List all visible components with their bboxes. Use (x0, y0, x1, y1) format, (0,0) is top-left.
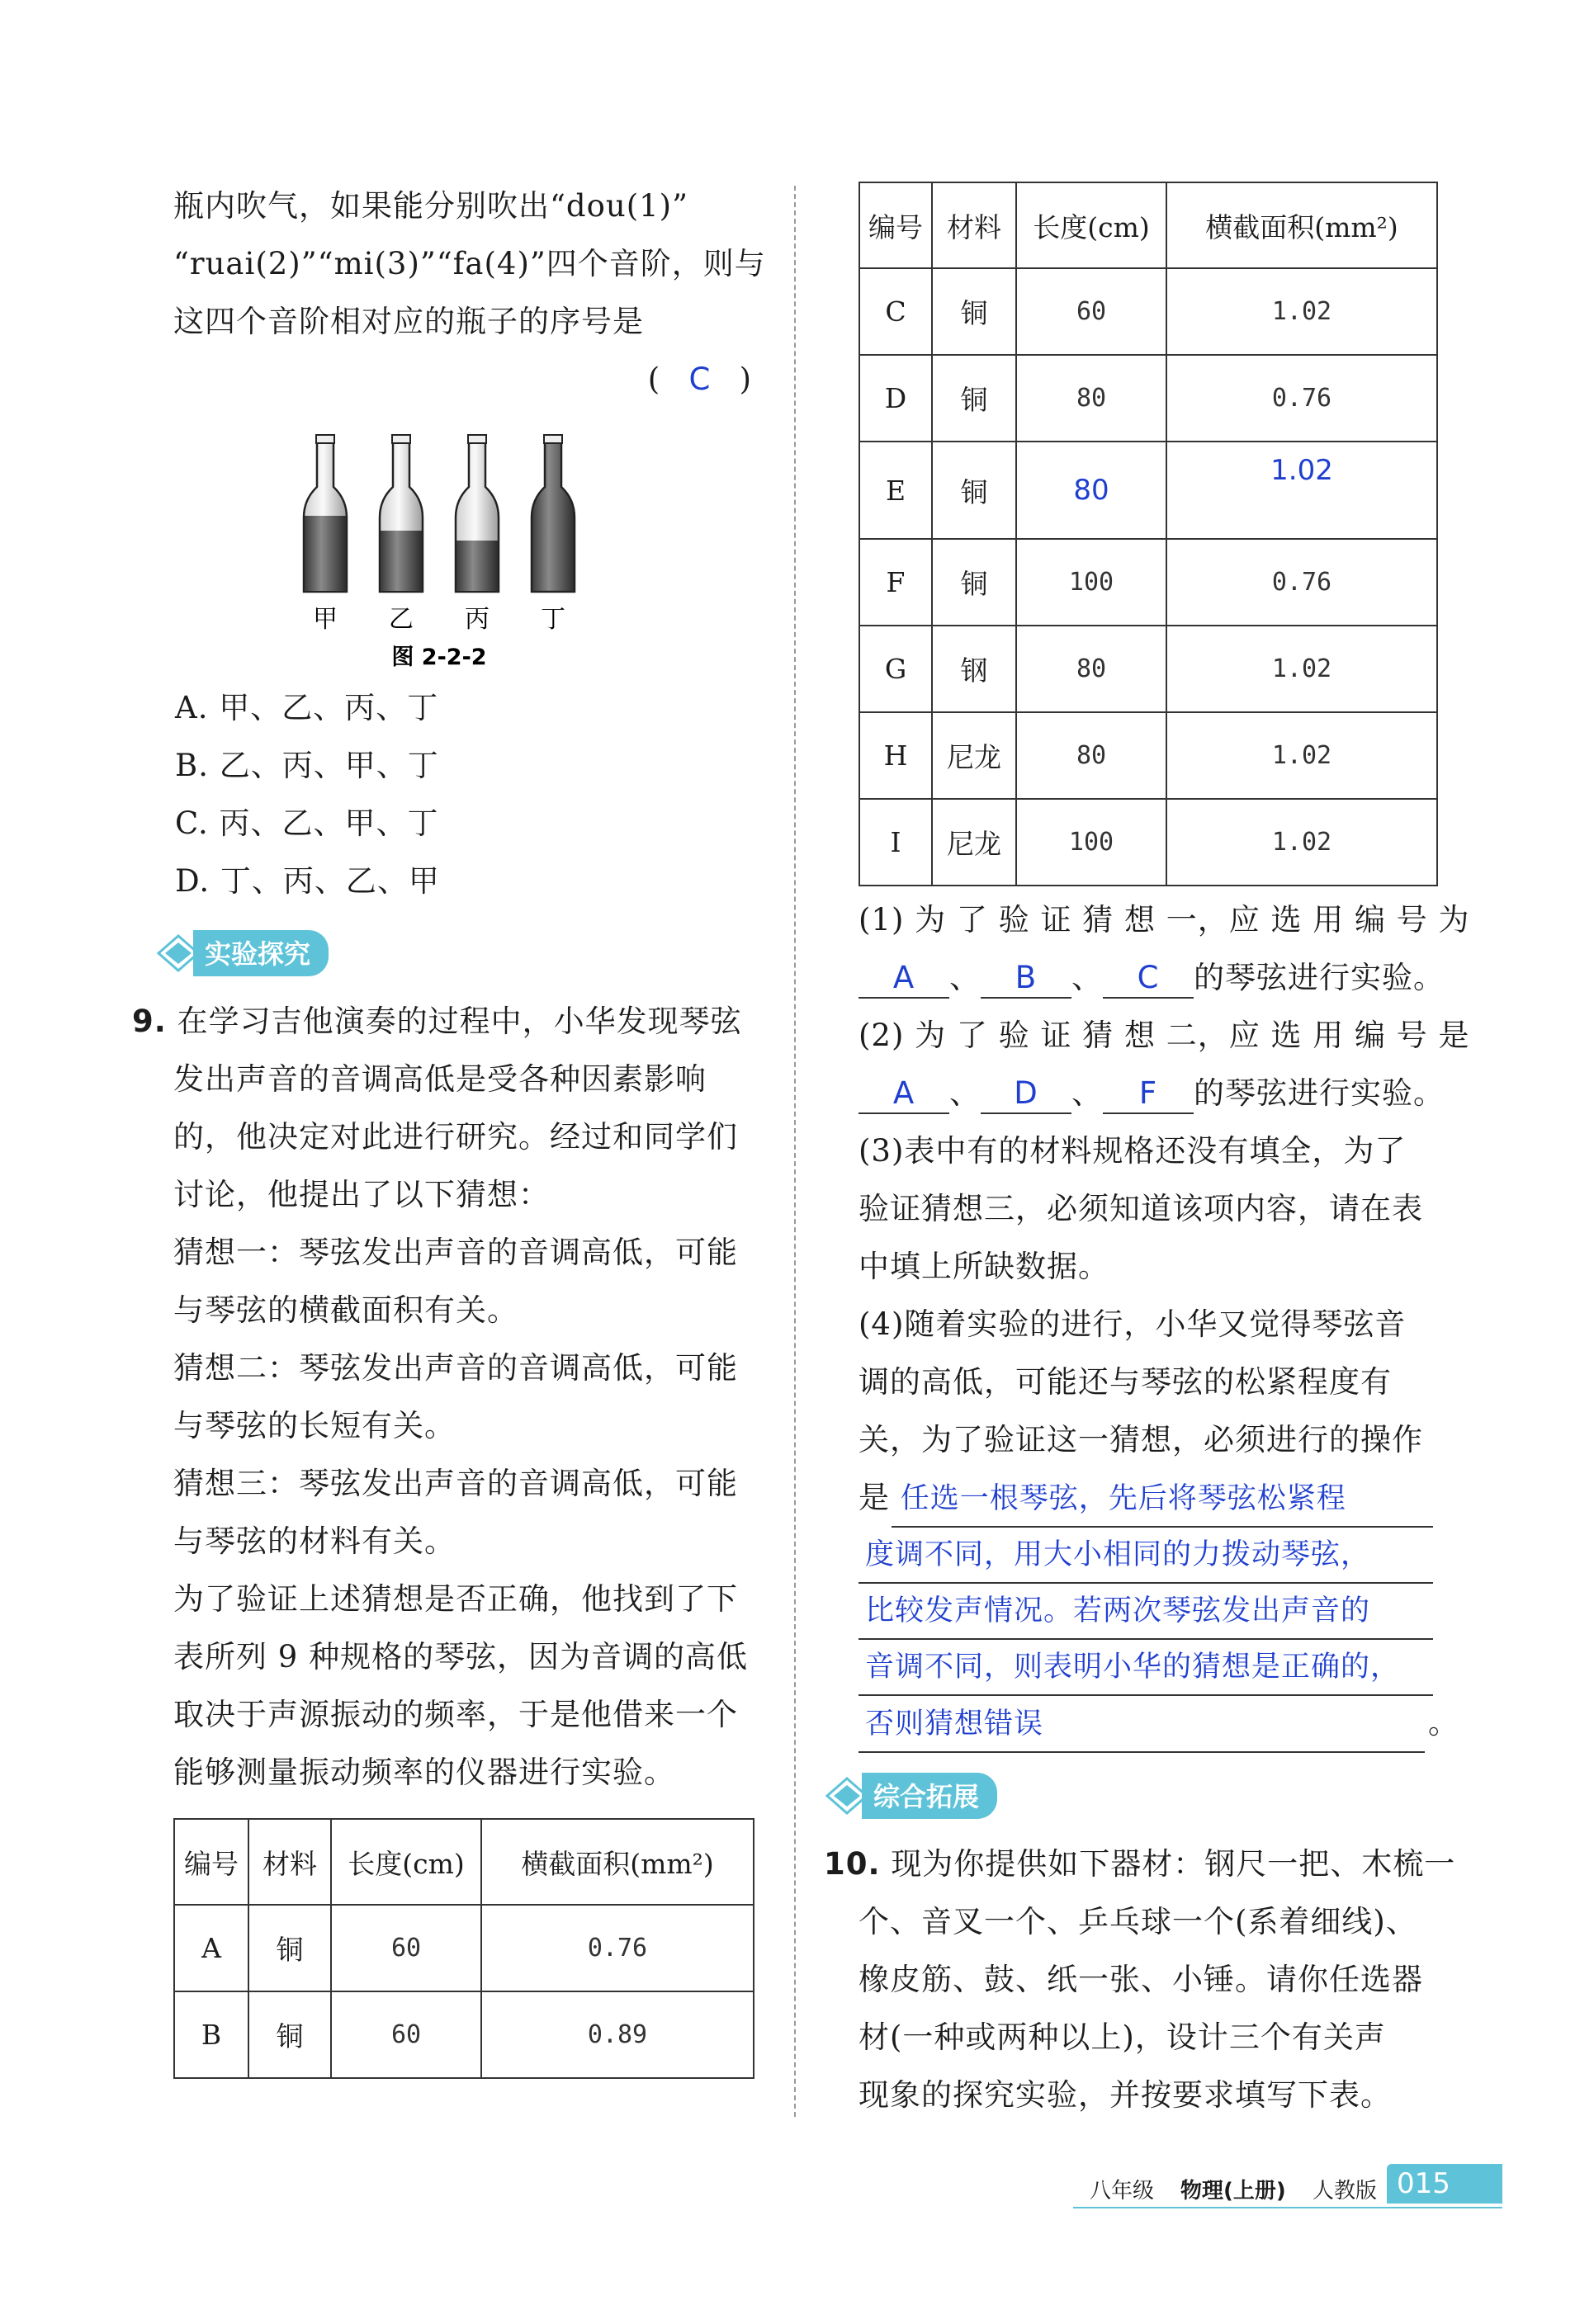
cell-length: 80 (1016, 355, 1166, 442)
table-row (174, 1905, 754, 1991)
cell-area: 0.76 (481, 1905, 754, 1991)
cell-area: 1.02 (1166, 268, 1437, 355)
col-length-header: 长度(cm) (331, 1819, 481, 1905)
cell-length: 60 (331, 1905, 481, 1991)
cell-length: 60 (331, 1991, 481, 2078)
section-extension-badge (825, 1773, 997, 1819)
q9-line: 猜想二：琴弦发出声音的音调高低，可能 (173, 1350, 738, 1386)
section-extension-label: 综合拓展 (862, 1773, 997, 1819)
strings-table-part2 (858, 182, 1438, 886)
sub2-tail: 的琴弦进行实验。 (1194, 1075, 1445, 1111)
cell-material: 尼龙 (932, 799, 1016, 886)
q9-line: 取决于声源振动的频率，于是他借来一个 (173, 1697, 738, 1732)
footer-edition: 人教版 (1313, 2179, 1378, 2204)
cell-material: 尼龙 (932, 712, 1016, 799)
q9-sub1 (858, 891, 1470, 1007)
q8-option-d: D. 丁、丙、乙、甲 (175, 863, 440, 899)
q9-number: 9. (132, 1004, 167, 1039)
cell-id: G (859, 626, 932, 712)
page-footer (1073, 2162, 1502, 2212)
footer-grade: 八年级 (1090, 2179, 1155, 2204)
cell-material: 铜 (932, 268, 1016, 355)
question-8-stem (173, 177, 766, 351)
table-row (859, 799, 1437, 886)
sub2-sep: 、 (1071, 1075, 1103, 1111)
cell-material: 铜 (932, 442, 1016, 539)
q9-line: 猜想三：琴弦发出声音的音调高低，可能 (173, 1466, 738, 1501)
col-material-header: 材料 (932, 182, 1016, 268)
cell-length: 60 (1016, 268, 1166, 355)
sub1-answer-3: C (1103, 959, 1194, 999)
section-experiment-label: 实验探究 (193, 930, 329, 976)
sub4-answer-line: 度调不同，用大小相同的力拨动琴弦， (865, 1538, 1371, 1571)
cell-id: I (859, 799, 932, 886)
q9-line: 猜想一：琴弦发出声音的音调高低，可能 (173, 1235, 738, 1270)
sub2-sep: 、 (949, 1075, 981, 1111)
q10-line: 现为你提供如下器材：钢尺一把、木梳一 (891, 1846, 1456, 1882)
bottle-yi (380, 435, 423, 592)
q9-line: 与琴弦的长短有关。 (173, 1408, 456, 1443)
bottle-jia (304, 435, 347, 592)
page-number: 015 (1397, 2167, 1450, 2200)
cell-id: D (859, 355, 932, 442)
q8-line: “ruai(2)”“mi(3)”“fa(4)”四个音阶，则与 (173, 246, 766, 281)
bottle-label: 丙 (465, 605, 490, 634)
sub1-sep: 、 (1071, 960, 1103, 995)
sub4-answer-line: 任选一根琴弦，先后将琴弦松紧程 (900, 1482, 1346, 1515)
cell-material: 铜 (248, 1991, 331, 2078)
footer-rule (1073, 2207, 1502, 2208)
sub2-answer-3: F (1103, 1075, 1194, 1114)
cell-material: 铜 (932, 539, 1016, 626)
q9-line: 表所列 9 种规格的琴弦，因为音调的高低 (173, 1639, 749, 1675)
page-number-tab (1387, 2164, 1502, 2204)
q9-sub4-line: (4)随着实验的进行，小华又觉得琴弦音 (858, 1306, 1407, 1342)
q9-line: 讨论，他提出了以下猜想： (173, 1177, 550, 1212)
cell-area: 0.89 (481, 1991, 754, 2078)
q10-line: 现象的探究实验，并按要求填写下表。 (858, 2077, 1392, 2113)
sub1-sep: 、 (949, 960, 981, 995)
table-row (859, 442, 1437, 539)
table-row (174, 1991, 754, 2078)
q9-sub4-line: 调的高低，可能还与琴弦的松紧程度有 (858, 1364, 1392, 1400)
figure-caption: 图 2-2-2 (391, 645, 487, 670)
col-area-header: 横截面积(mm²) (1166, 182, 1437, 268)
q8-line: 瓶内吹气，如果能分别吹出“dou(1)” (173, 188, 689, 224)
q10-number: 10. (824, 1846, 881, 1882)
question-10-stem (824, 1835, 1456, 2124)
cell-material: 铜 (248, 1905, 331, 1991)
col-id-header: 编号 (174, 1819, 248, 1905)
q9-sub3 (858, 1122, 1453, 1296)
q10-line: 个、音叉一个、乒乓球一个(系着细线)、 (858, 1904, 1417, 1939)
q9-sub2-line: (2) 为 了 验 证 猜 想 二，应 选 用 编 号 是 (858, 1018, 1470, 1053)
footer-subject: 物理(上册) (1180, 2179, 1286, 2204)
sub1-answer-2: B (981, 959, 1071, 999)
cell-area: 1.02 (1166, 626, 1437, 712)
cell-area: 0.76 (1166, 355, 1437, 442)
q8-answer-bracket: ( C ) (647, 361, 751, 397)
column-divider (794, 186, 796, 2117)
cell-length: 80 (1016, 626, 1166, 712)
bottle-label: 乙 (389, 605, 414, 634)
q8-line: 这四个音阶相对应的瓶子的序号是 (173, 304, 644, 339)
table-row (859, 355, 1437, 442)
cell-id: B (174, 1991, 248, 2078)
q8-option-c: C. 丙、乙、甲、丁 (175, 805, 439, 841)
cell-area: 0.76 (1166, 539, 1437, 626)
table-row (859, 268, 1437, 355)
sub4-answer-line: 音调不同，则表明小华的猜想是正确的， (865, 1651, 1401, 1684)
strings-table-part1 (173, 1818, 754, 2079)
q9-line: 为了验证上述猜想是否正确，他找到了下 (173, 1581, 738, 1617)
bottles-illustration (173, 425, 751, 673)
q8-answer: C (688, 361, 711, 397)
q10-line: 材(一种或两种以上)，设计三个有关声 (858, 2019, 1386, 2055)
col-length-header: 长度(cm) (1016, 182, 1166, 268)
q9-line: 在学习吉他演奏的过程中，小华发现琴弦 (177, 1004, 742, 1039)
sub2-answer-2: D (981, 1075, 1071, 1114)
bottle-label: 丁 (541, 605, 565, 634)
bottle-ding (532, 435, 575, 592)
q9-sub1-line: (1) 为 了 验 证 猜 想 一，应 选 用 编 号 为 (858, 902, 1470, 938)
left-column (132, 177, 766, 2079)
col-id-header: 编号 (859, 182, 932, 268)
cell-id: C (859, 268, 932, 355)
sub4-answer-line: 比较发声情况。若两次琴弦发出声音的 (865, 1594, 1371, 1627)
sub4-prefix: 是 (858, 1480, 890, 1515)
sub1-tail: 的琴弦进行实验。 (1194, 960, 1445, 995)
q8-options (173, 679, 751, 910)
q9-sub4 (858, 1296, 1459, 1753)
bottles-figure (173, 425, 751, 673)
cell-material: 铜 (932, 355, 1016, 442)
table-header-row (859, 182, 1437, 268)
sub1-answer-1: A (858, 959, 949, 999)
q9-sub3-line: (3)表中有的材料规格还没有填全，为了 (858, 1133, 1407, 1169)
q9-sub3-line: 验证猜想三，必须知道该项内容，请在表 (858, 1191, 1423, 1226)
cell-length-answer: 80 (1016, 442, 1166, 539)
q10-line: 橡皮筋、鼓、纸一张、小锤。请你任选器 (858, 1962, 1423, 1997)
q8-option-b: B. 乙、丙、甲、丁 (175, 748, 439, 783)
cell-length: 80 (1016, 712, 1166, 799)
q9-line: 发出声音的音调高低是受各种因素影响 (173, 1061, 707, 1097)
cell-id: H (859, 712, 932, 799)
q9-line: 与琴弦的材料有关。 (173, 1523, 456, 1559)
cell-length: 100 (1016, 539, 1166, 626)
right-column (824, 182, 1470, 2124)
table-row (859, 539, 1437, 626)
bottle-label: 甲 (313, 605, 338, 634)
q9-line: 能够测量振动频率的仪器进行实验。 (173, 1755, 675, 1790)
cell-length: 100 (1016, 799, 1166, 886)
table-row (859, 626, 1437, 712)
q9-line: 与琴弦的横截面积有关。 (173, 1292, 518, 1328)
cell-id: F (859, 539, 932, 626)
question-9-stem (132, 993, 751, 1802)
q9-sub4-line: 关，为了验证这一猜想，必须进行的操作 (858, 1422, 1423, 1457)
sub4-answer-line: 否则猜想错误 (865, 1708, 1044, 1741)
sub4-end: 。 (1428, 1705, 1459, 1741)
col-area-header: 横截面积(mm²) (481, 1819, 754, 1905)
cell-area: 1.02 (1166, 712, 1437, 799)
table-row (859, 712, 1437, 799)
bottle-bing (456, 435, 499, 592)
cell-area: 1.02 (1166, 799, 1437, 886)
table-header-row (174, 1819, 754, 1905)
q8-option-a: A. 甲、乙、丙、丁 (175, 690, 439, 725)
col-material-header: 材料 (248, 1819, 331, 1905)
section-experiment-badge (157, 930, 329, 976)
q9-sub2 (858, 1007, 1470, 1122)
sub2-answer-1: A (858, 1075, 949, 1114)
cell-id: E (859, 442, 932, 539)
q9-line: 的，他决定对此进行研究。经过和同学们 (173, 1119, 738, 1155)
cell-material: 钢 (932, 626, 1016, 712)
q9-sub3-line: 中填上所缺数据。 (858, 1249, 1109, 1284)
cell-area-answer: 1.02 (1166, 442, 1437, 539)
cell-id: A (174, 1905, 248, 1991)
